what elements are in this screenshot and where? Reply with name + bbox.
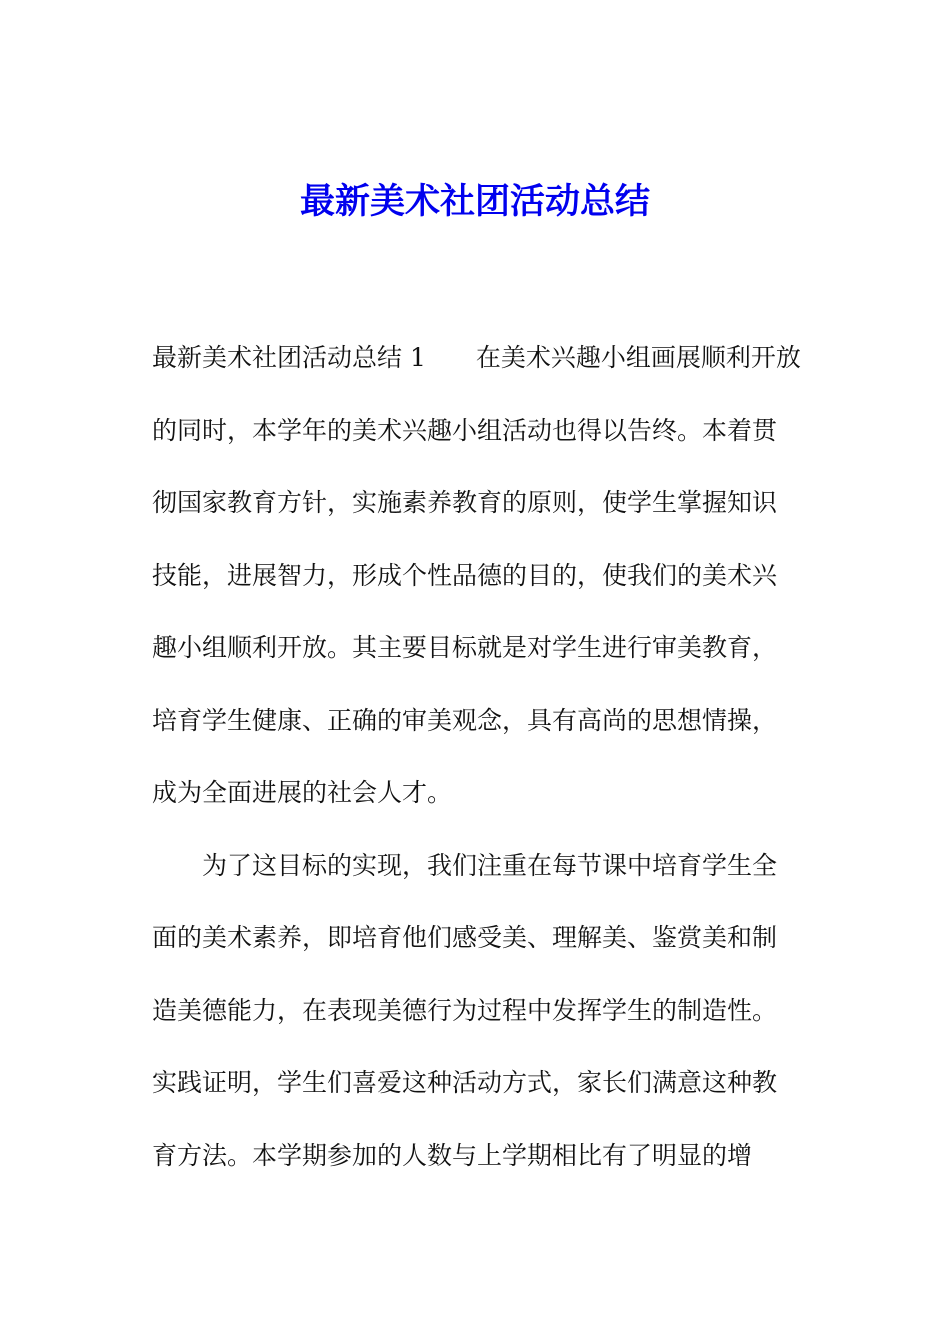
body-line: 成为全面进展的社会人才。 [152,778,453,807]
document-body [152,322,812,1192]
body-line: 实践证明，学生们喜爱这种活动方式，家长们满意这种教 [152,1068,778,1097]
body-line: 造美德能力，在表现美德行为过程中发挥学生的制造性。 [152,995,778,1025]
body-line: 培育学生健康、正确的审美观念，具有高尚的思想情操， [152,705,778,735]
document-title: 最新美术社团活动总结 [299,181,650,222]
body-line [152,322,812,395]
body-line: 彻国家教育方针，实施素养教育的原则，使学生掌握知识 [152,488,778,517]
paragraph-first-line: 为了这目标的实现，我们注重在每节课中培育学生全 [202,850,778,880]
body-line: 的同时，本学年的美术兴趣小组活动也得以告终。本着贯 [152,415,778,445]
body-line: 技能，进展智力，形成个性品德的目的，使我们的美术兴 [152,560,778,590]
line-text: 在美术兴趣小组画展顺利开放 [475,343,801,372]
body-line: 趣小组顺利开放。其主要目标就是对学生进行审美教育， [152,633,778,662]
body-line: 育方法。本学期参加的人数与上学期相比有了明显的增 [152,1140,753,1170]
body-line: 面的美术素养，即培育他们感受美、理解美、鉴赏美和制 [152,923,778,952]
section-heading: 最新美术社团活动总结 1 [152,343,426,372]
